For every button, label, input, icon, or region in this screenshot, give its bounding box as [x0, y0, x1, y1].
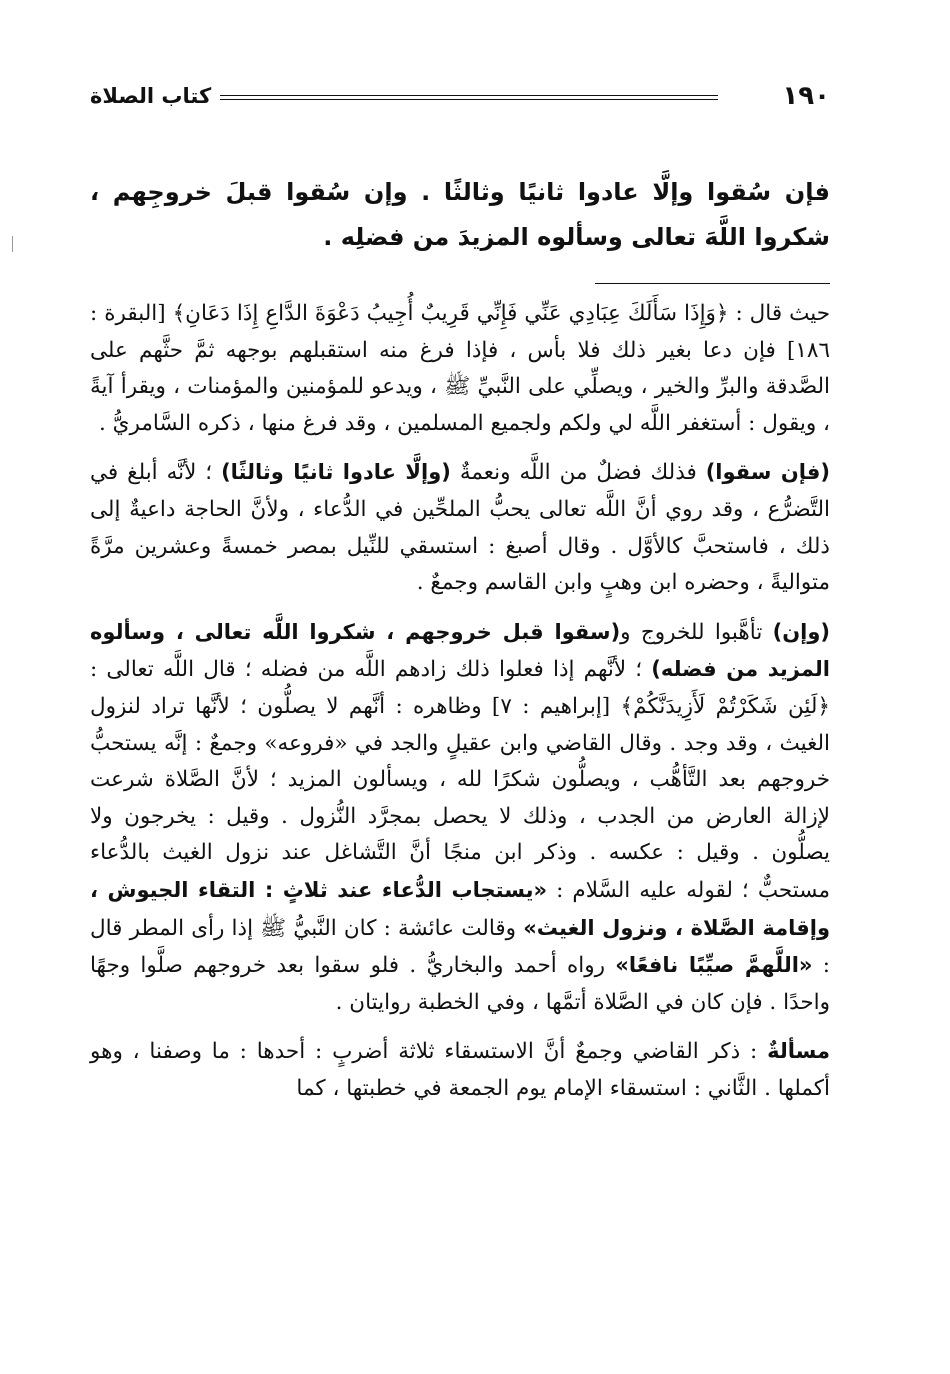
- hadith-quote: «اللَّهمَّ صيِّبًا نافعًا»: [615, 953, 813, 978]
- text-run: وقالت عائشة : كان النَّبيُّ ﷺ إذا رأى المطر قال :: [90, 915, 830, 979]
- book-title: كتاب الصلاة: [90, 84, 212, 108]
- text-run: حيث قال : ﴿وَإِذَا سَأَلَكَ عِبَادِي عَنِّي فَإِنِّي قَرِيبٌ أُجِيبُ دَعْوَةَ الدَّاعِ إِذَا دَعَانِ﴾ [البقرة : ١٨٦] فإن دعا بغير ذلك فلا بأس ، فإذا فرغ منه استقبلهم بوجهه ثمَّ حثَّهم على الصَّدقة والبرِّ والخير ، ويصلِّي على النَّبيِّ ﷺ ، ويدعو للمؤمنين والمؤمنات ، ويقرأ آيةً ، ويقول : أستغفر اللَّه لي ولكم ولجميع المسلمين ، وقد فرغ منها ، ذكره السَّامريُّ .: [90, 301, 830, 436]
- quoted-matn: (وإلَّا عادوا ثانيًا وثالثًا): [221, 460, 451, 485]
- quoted-matn: (سقوا قبل خروجهم ، شكروا اللَّه تعالى ، وسألوه المزيد من فضله): [90, 619, 830, 682]
- text-run: : ذكر القاضي وجمعٌ أنَّ الاستسقاء ثلاثة أضربٍ : أحدها : ما وصفنا ، وهو أكملها . الثَّاني : استسقاء الإمام يوم الجمعة في خطبتها ، كما: [90, 1039, 830, 1101]
- commentary-paragraph-3: [90, 614, 830, 1022]
- issue-heading: مسألةٌ: [767, 1039, 830, 1064]
- quoted-matn: (فإن سقوا): [705, 460, 830, 485]
- page-number: ١٩٠: [782, 81, 830, 111]
- text-run: فذلك فضلٌ من اللَّه ونعمةٌ: [450, 460, 706, 486]
- hadith-quote: «يستجاب الدُّعاء عند ثلاثٍ : التقاء الجيوش ، وإقامة الصَّلاة ، ونزول الغيث»: [90, 877, 831, 940]
- text-run: رواه أحمد والبخاريُّ . فلو سقوا بعد خروجهم صلَّوا وجهًا واحدًا . فإن كان في الصَّلاة أتمَّها ، وفي الخطبة روايتان .: [90, 953, 830, 1015]
- commentary: [90, 296, 830, 1119]
- footnote-separator: [595, 283, 830, 284]
- page-header: [90, 78, 830, 118]
- text-run: تأهَّبوا للخروج و: [620, 619, 773, 645]
- commentary-paragraph-4: [90, 1033, 830, 1107]
- commentary-paragraph-2: [90, 454, 830, 601]
- margin-mark: [12, 236, 13, 252]
- commentary-paragraph-1: [90, 296, 830, 442]
- text-run: ؛ لأنَّهم إذا فعلوا ذلك زادهم اللَّه من فضله ؛ قال اللَّه تعالى : ﴿لَئِن شَكَرْتُمْ لَأَزِيدَنَّكُمْ﴾ [إبراهيم : ٧] وظاهره : أنَّهم لا يصلُّون ؛ لأنَّها تراد لنزول الغيث ، وقد وجد . وقال القاضي وابن عقيلٍ والجد في «فروعه» وجمعٌ : إنَّه يستحبُّ خروجهم بعد التَّأهُّب ، ويصلُّون شكرًا لله ، ويسألون المزيد ؛ لأنَّ الصَّلاة شرعت لإزالة العارض من الجدب ، وذلك لا يحصل بمجرَّد النُّزول . وقيل : يخرجون ولا يصلُّون . وقيل : عكسه . وذكر ابن منجًا أنَّ التَّشاغل عند نزول الغيث بالدُّعاء مستحبٌّ ؛ لقوله عليه السَّلام :: [90, 657, 830, 903]
- quoted-matn: (وإن): [772, 619, 830, 644]
- header-rule: [220, 95, 718, 96]
- text-run: ؛ لأنَّه أبلغ في التَّضرُّع ، وقد روي أنَّ اللَّه تعالى يحبُّ الملحِّين في الدُّعاء ، ولأنَّ الحاجة داعيةٌ إلى ذلك ، فاستحبَّ كالأوَّل . وقال أصبغ : استسقي للنِّيل بمصر خمسةً وعشرين مرَّةً متواليةً ، وحضره ابن وهبٍ وابن القاسم وجمعٌ .: [90, 460, 830, 596]
- header-rule-thin: [220, 99, 718, 100]
- main-text: فإن سُقوا وإلَّا عادوا ثانيًا وثالثًا . وإن سُقوا قبلَ خروجِهم ، شكروا اللَّهَ تعالى وسألوه المزيدَ من فضلِه .: [90, 178, 830, 251]
